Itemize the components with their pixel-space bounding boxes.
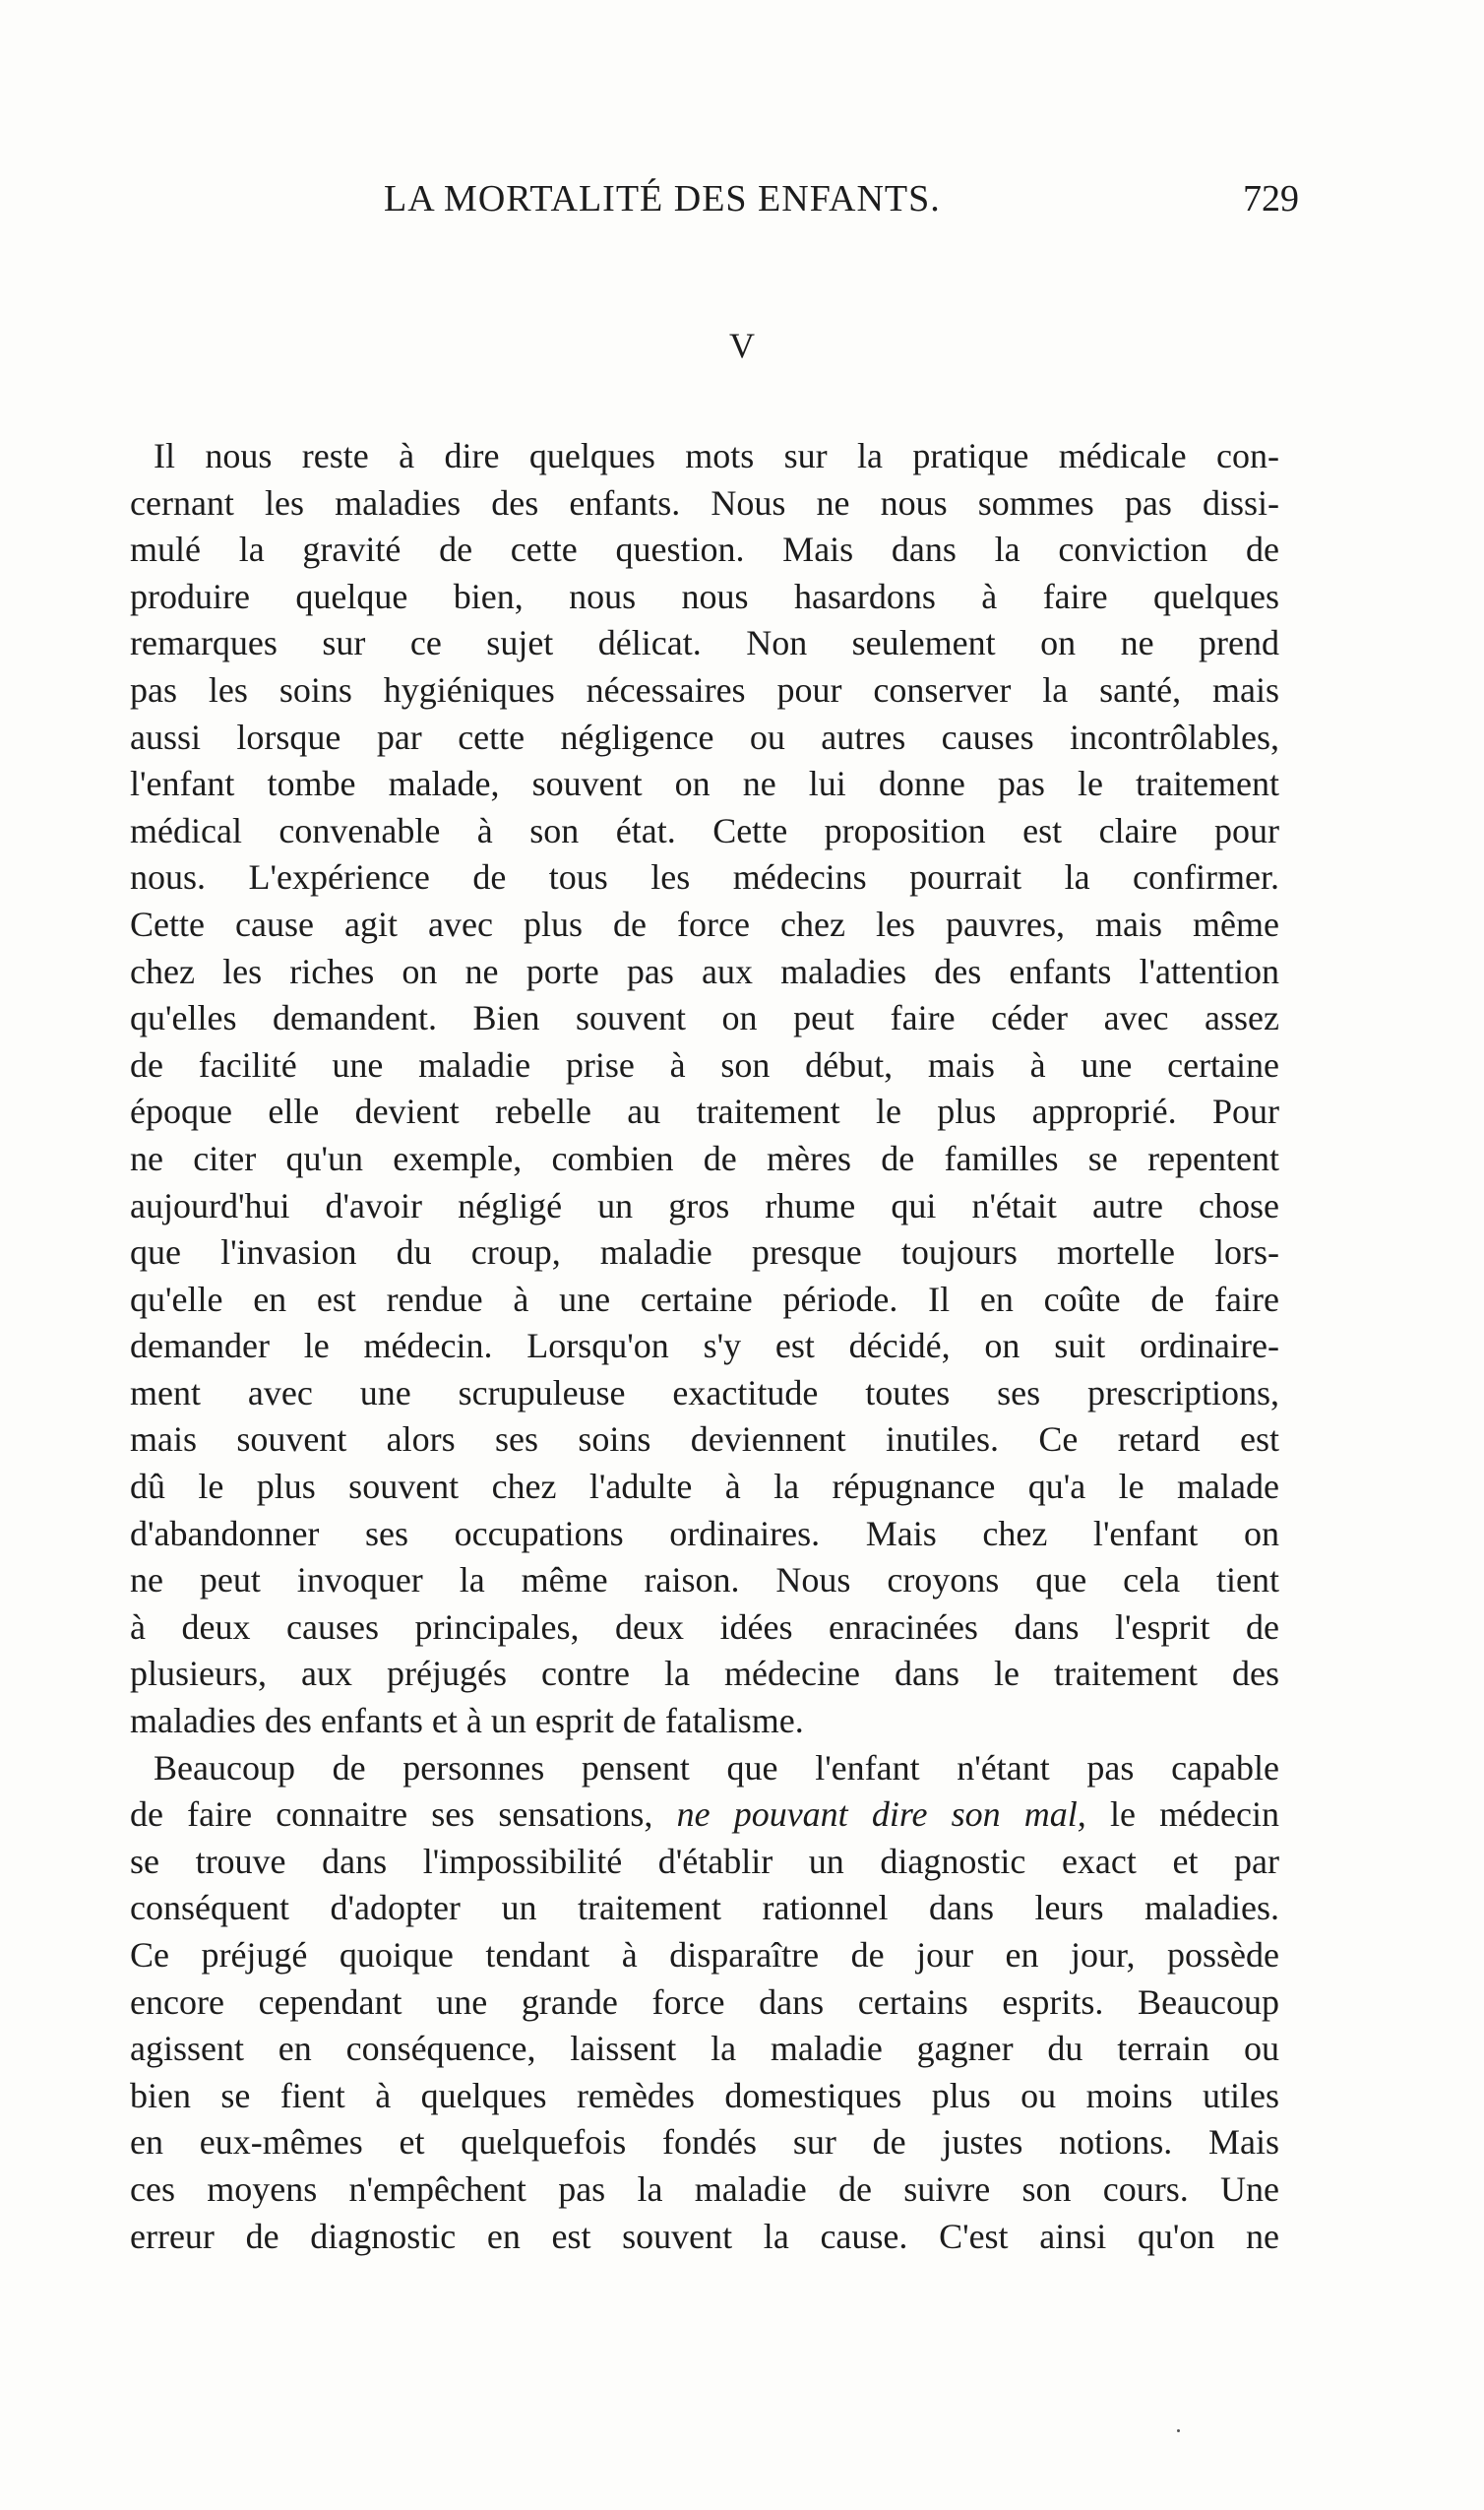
text-line: plusieurs, aux préjugés contre la médecine dans le traitement des — [130, 1654, 1279, 1694]
text-line: ne peut invoquer la même raison. Nous croyons que cela tient — [130, 1560, 1279, 1600]
text-line: dû le plus souvent chez l'adulte à la répugnance qu'a le malade — [130, 1467, 1279, 1507]
text-line: qu'elles demandent. Bien souvent on peut faire céder avec assez — [130, 998, 1279, 1038]
text-line: à deux causes principales, deux idées enracinées dans l'esprit de — [130, 1606, 1279, 1647]
page-number: 729 — [1243, 178, 1299, 220]
paragraph-2 — [130, 1745, 1279, 2261]
text-line: erreur de diagnostic en est souvent la cause. C'est ainsi qu'on ne — [130, 2216, 1279, 2256]
text-line: Ce préjugé quoique tendant à disparaître de jour en jour, possède — [130, 1935, 1279, 1975]
text-line: Cette cause agit avec plus de force chez les pauvres, mais même — [130, 904, 1279, 944]
running-head — [118, 177, 1299, 236]
text-line: que l'invasion du croup, maladie presque toujours mortelle lors- — [130, 1232, 1279, 1273]
body-text — [130, 433, 1279, 2260]
section-heading: V — [729, 326, 755, 365]
text-line: mais souvent alors ses soins deviennent inutiles. Ce retard est — [130, 1419, 1279, 1460]
text-line: se trouve dans l'impossibilité d'établir un diagnostic exact et par — [130, 1841, 1279, 1881]
text-line: d'abandonner ses occupations ordinaires. Mais chez l'enfant on — [130, 1513, 1279, 1553]
text-line: encore cependant une grande force dans certains esprits. Beaucoup — [130, 1981, 1279, 2022]
text-line: conséquent d'adopter un traitement rationnel dans leurs maladies. — [130, 1888, 1279, 1928]
text-line: Beaucoup de personnes pensent que l'enfant n'étant pas capable — [154, 1747, 1279, 1788]
text-line: aujourd'hui d'avoir négligé un gros rhume qui n'était autre chose — [130, 1185, 1279, 1225]
print-speck — [1177, 2429, 1180, 2432]
paragraph-1 — [130, 433, 1279, 1745]
text-line: de facilité une maladie prise à son début, mais à une certaine — [130, 1044, 1279, 1085]
text-line: époque elle devient rebelle au traitement le plus approprié. Pour — [130, 1092, 1279, 1132]
text-line: mulé la gravité de cette question. Mais dans la conviction de — [130, 530, 1279, 570]
text-line: ne citer qu'un exemple, combien de mères de familles se repentent — [130, 1138, 1279, 1178]
text-line: nous. L'expérience de tous les médecins pourrait la confirmer. — [130, 857, 1279, 898]
text-line: Il nous reste à dire quelques mots sur la pratique médicale con- — [154, 436, 1279, 475]
text-line: ment avec une scrupuleuse exactitude toutes ses prescriptions, — [130, 1372, 1279, 1412]
text-line: pas les soins hygiéniques nécessaires pour conserver la santé, mais — [130, 669, 1279, 710]
text-line: en eux-mêmes et quelquefois fondés sur de justes notions. Mais — [130, 2122, 1279, 2163]
running-title: LA MORTALITÉ DES ENFANTS. — [384, 178, 941, 220]
text-line: qu'elle en est rendue à une certaine période. Il en coûte de faire — [130, 1279, 1279, 1319]
text-line: aussi lorsque par cette négligence ou autres causes incontrôlables, — [130, 717, 1279, 757]
text-segment: le médecin — [1085, 1794, 1279, 1835]
text-line-with-italic — [130, 1791, 1279, 1839]
text-line: bien se fient à quelques remèdes domestiques plus ou moins utiles — [130, 2075, 1279, 2115]
text-line: demander le médecin. Lorsqu'on s'y est décidé, on suit ordinaire- — [130, 1326, 1279, 1366]
text-line: l'enfant tombe malade, souvent on ne lui donne pas le traitement — [130, 764, 1279, 804]
text-line: produire quelque bien, nous nous hasardons à faire quelques — [130, 576, 1279, 616]
text-line: maladies des enfants et à un esprit de fatalisme. — [130, 1701, 804, 1741]
text-line: cernant les maladies des enfants. Nous ne nous sommes pas dissi- — [130, 482, 1279, 523]
text-line: chez les riches on ne porte pas aux maladies des enfants l'attention — [130, 951, 1279, 991]
text-segment: de faire connaitre ses sensations, — [130, 1794, 653, 1835]
text-line: remarques sur ce sujet délicat. Non seulement on ne prend — [130, 623, 1279, 663]
text-line: ces moyens n'empêchent pas la maladie de suivre son cours. Une — [130, 2168, 1279, 2209]
italic-phrase: ne pouvant dire son mal, — [676, 1794, 1086, 1835]
text-line: médical convenable à son état. Cette proposition est claire pour — [130, 810, 1279, 850]
text-line: agissent en conséquence, laissent la maladie gagner du terrain ou — [130, 2029, 1279, 2069]
